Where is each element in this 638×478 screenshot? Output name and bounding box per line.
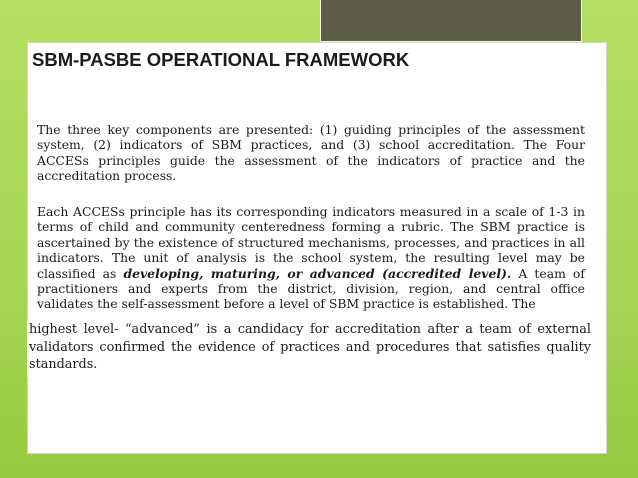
paragraph-components: The three key components are presented: (1) guiding principles of the assessment system, (2) indicators of SBM practices, and (3) school accreditation. The Four ACCESs principles guide the assessment of the indicators of practice and the accreditation process. (37, 122, 585, 184)
levels-emphasis: developing, maturing, or advanced (accredited level). (123, 265, 512, 281)
title-placeholder-box (320, 0, 582, 42)
paragraph-principles-text-end: A team of practitioners and experts from the district, division, region, and central office validates the self-assessment before a level of SBM practice is established. The (37, 265, 585, 312)
paragraph-principles (37, 204, 585, 312)
paragraph-advanced-level: highest level- “advanced” is a candidacy for accreditation after a team of external validators confirmed the evidence of practices and procedures that satisfies quality standards. (29, 322, 591, 372)
paragraph-principles-text: Each ACCESs principle has its corresponding indicators measured in a scale of 1-3 in terms of child and community centeredness forming a rubric. The SBM practice is ascertained by the existence of structured mechanisms, processes, and practices in all indicators. The unit of analysis is the school system, the resulting level may be classified as (37, 204, 585, 281)
scanned-text-block (33, 110, 589, 320)
scanned-text-continuation (27, 321, 591, 377)
slide-title: SBM-PASBE OPERATIONAL FRAMEWORK (32, 49, 410, 70)
